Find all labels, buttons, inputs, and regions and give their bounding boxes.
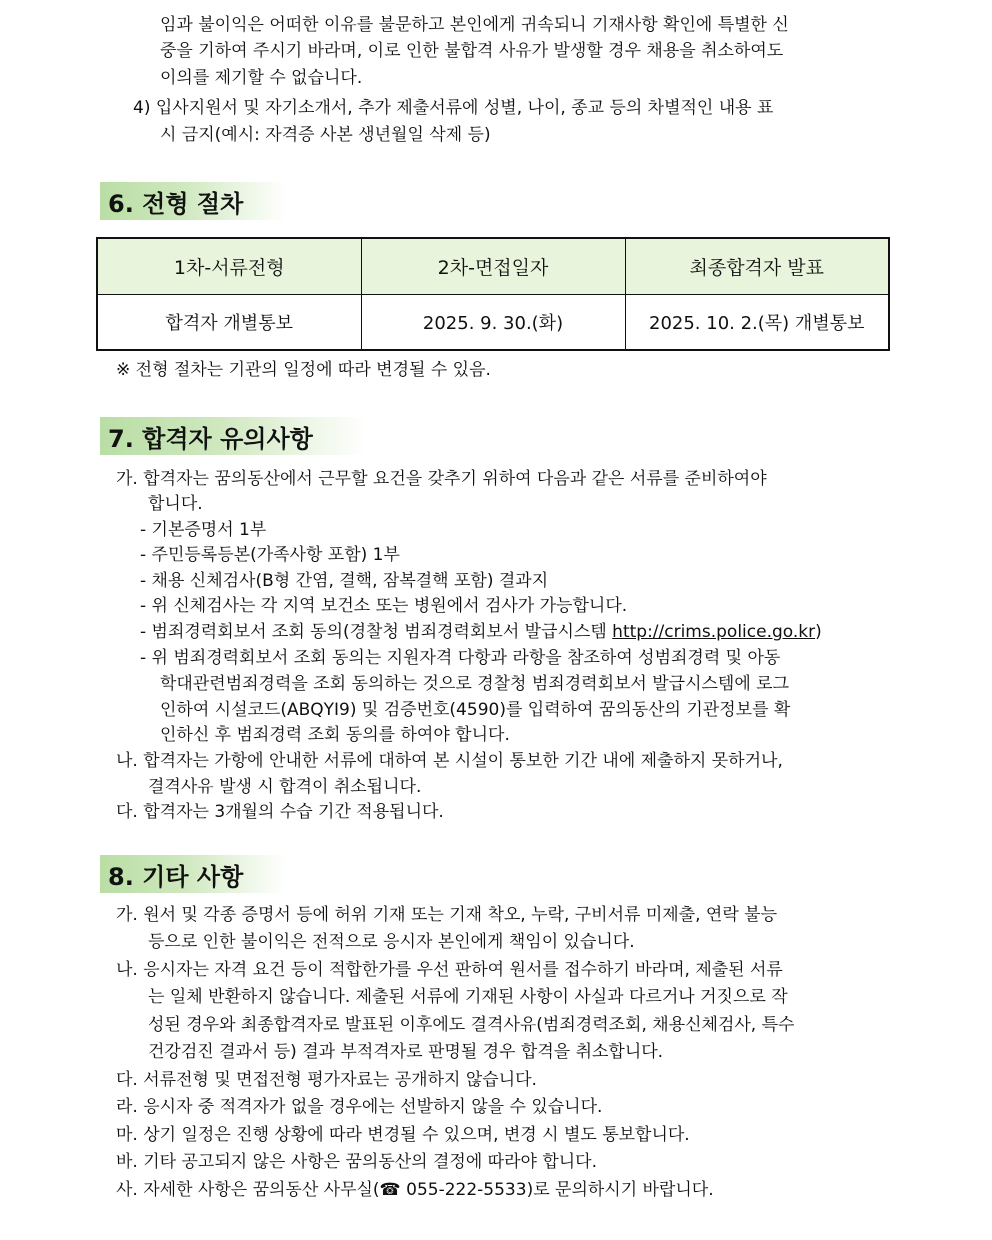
list-item: - 주민등록등본(가족사항 포함) 1부 [140,545,400,565]
list-item: 인하여 시설코드(ABQYI9) 및 검증번호(4590)를 입력하여 꿈의동산의 기관정보를 확 [160,700,791,720]
list-item: 다. 합격자는 3개월의 수습 기간 적용됩니다. [116,802,444,822]
list-item: 사. 자세한 사항은 꿈의동산 사무실(☎ 055-222-5533)로 문의하시기 바랍니다. [116,1180,714,1200]
table-header-row [97,238,889,295]
section-7-title: 7. 합격자 유의사항 [100,417,366,455]
list-item: 학대관련범죄경력을 조회 동의하는 것으로 경찰청 범죄경력회보서 발급시스템에 로그 [160,674,790,694]
list-item: 마. 상기 일정은 진행 상황에 따라 변경될 수 있으며, 변경 시 별도 통보합니다. [116,1125,690,1145]
list-item: 결격사유 발생 시 합격이 취소됩니다. [148,777,422,797]
selection-procedure-table [96,237,890,351]
list-item: 나. 응시자는 자격 요건 등이 적합한가를 우선 판하여 원서를 접수하기 바라며, 제출된 서류 [116,960,783,980]
list-item: 바. 기타 공고되지 않은 사항은 꿈의동산의 결정에 따라야 합니다. [116,1152,598,1172]
procedure-note: ※ 전형 절차는 기관의 일정에 따라 변경될 수 있음. [116,360,491,380]
list-item-text: ) [815,622,822,642]
list-item: 나. 합격자는 가항에 안내한 서류에 대하여 본 시설이 통보한 기간 내에 제출하지 못하거나, [116,751,783,771]
crims-link[interactable]: http://crims.police.go.kr [612,622,816,642]
list-item: 등으로 인한 불이익은 전적으로 응시자 본인에게 책임이 있습니다. [148,932,635,952]
section-8-title: 8. 기타 사항 [100,855,286,893]
list-item: - 위 범죄경력회보서 조회 동의는 지원자격 다항과 라항을 참조하여 성범죄경력 및 아동 [140,648,781,668]
table-header-cell: 2차-면접일자 [361,238,625,295]
list-item: - 채용 신체검사(B형 간염, 결핵, 잠복결핵 포함) 결과지 [140,571,549,591]
table-header-cell: 1차-서류전형 [97,238,361,295]
table-cell: 합격자 개별통보 [97,295,361,351]
list-item: 가. 합격자는 꿈의동산에서 근무할 요건을 갖추기 위하여 다음과 같은 서류를 준비하여야 [116,469,767,489]
list-item: - 기본증명서 1부 [140,520,267,540]
list-item [140,619,822,645]
table-cell: 2025. 10. 2.(목) 개별통보 [625,295,889,351]
list-item: 가. 원서 및 각종 증명서 등에 허위 기재 또는 기재 착오, 누락, 구비서류 미제출, 연락 불능 [116,905,778,925]
list-item: 라. 응시자 중 적격자가 없을 경우에는 선발하지 않을 수 있습니다. [116,1097,603,1117]
list-item: 인하신 후 범죄경력 조회 동의를 하여야 합니다. [160,725,510,745]
table-cell: 2025. 9. 30.(화) [361,295,625,351]
list-item: 합니다. [148,494,203,514]
list-item: 건강검진 결과서 등) 결과 부적격자로 판명될 경우 합격을 취소합니다. [148,1042,664,1062]
list-item: 다. 서류전형 및 면접전형 평가자료는 공개하지 않습니다. [116,1070,537,1090]
list-item: 성된 경우와 최종합격자로 발표된 이후에도 결격사유(범죄경력조회, 채용신체검사, 특수 [148,1015,795,1035]
intro-line: 중을 기하여 주시기 바라며, 이로 인한 불합격 사유가 발생할 경우 채용을 취소하여도 [160,41,784,61]
intro-line: 시 금지(예시: 자격증 사본 생년월일 삭제 등) [160,125,491,145]
table-row [97,295,889,351]
section-6-title: 6. 전형 절차 [100,182,286,220]
intro-line: 4) 입사지원서 및 자기소개서, 추가 제출서류에 성별, 나이, 종교 등의 차별적인 내용 표 [133,98,774,118]
list-item: - 위 신체검사는 각 지역 보건소 또는 병원에서 검사가 가능합니다. [140,596,628,616]
list-item-text: - 범죄경력회보서 조회 동의(경찰청 범죄경력회보서 발급시스템 [140,622,613,642]
list-item: 는 일체 반환하지 않습니다. 제출된 서류에 기재된 사항이 사실과 다르거나 거짓으로 작 [148,987,788,1007]
intro-line: 이의를 제기할 수 없습니다. [160,68,363,88]
intro-line: 임과 불이익은 어떠한 이유를 불문하고 본인에게 귀속되니 기재사항 확인에 특별한 신 [160,15,789,35]
table-header-cell: 최종합격자 발표 [625,238,889,295]
